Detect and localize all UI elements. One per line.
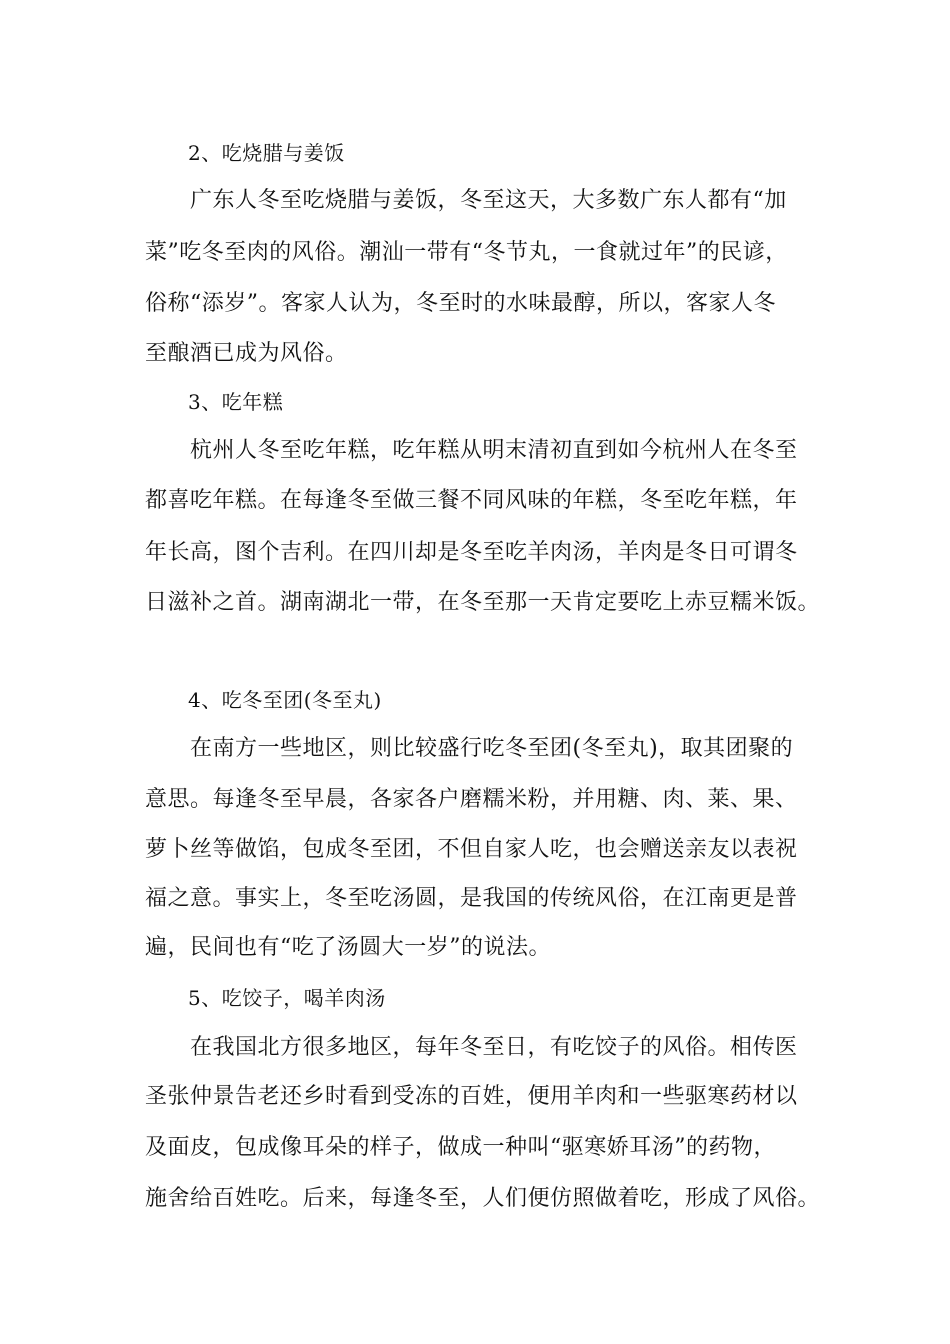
- paragraph-line: 日滋补之首。湖南湖北一带，在冬至那一天肯定要吃上赤豆糯米饭。: [145, 590, 821, 615]
- paragraph-line: 菜”吃冬至肉的风俗。潮汕一带有“冬节丸，一食就过年”的民谚，: [145, 240, 788, 265]
- paragraph-line: 及面皮，包成像耳朵的样子，做成一种叫“驱寒娇耳汤”的药物，: [145, 1135, 776, 1160]
- paragraph-line: 施舍给百姓吃。后来，每逢冬至，人们便仿照做着吃，形成了风俗。: [145, 1186, 821, 1211]
- paragraph-line: 在南方一些地区，则比较盛行吃冬至团(冬至丸)，取其团聚的: [190, 736, 794, 761]
- section-heading: 2、吃烧腊与姜饭: [188, 141, 345, 165]
- paragraph-line: 杭州人冬至吃年糕，吃年糕从明末清初直到如今杭州人在冬至: [190, 438, 798, 463]
- paragraph-line: 广东人冬至吃烧腊与姜饭，冬至这天，大多数广东人都有“加: [190, 188, 787, 213]
- paragraph-line: 都喜吃年糕。在每逢冬至做三餐不同风味的年糕，冬至吃年糕，年: [145, 488, 798, 513]
- section-heading: 5、吃饺子，喝羊肉汤: [188, 986, 386, 1010]
- paragraph-line: 意思。每逢冬至早晨，各家各户磨糯米粉，并用糖、肉、莱、果、: [145, 787, 798, 812]
- section-heading: 3、吃年糕: [188, 390, 284, 414]
- paragraph-line: 至酿酒已成为风俗。: [145, 341, 348, 366]
- paragraph-line: 年长高，图个吉利。在四川却是冬至吃羊肉汤，羊肉是冬日可谓冬: [145, 540, 798, 565]
- paragraph-line: 遍，民间也有“吃了汤圆大一岁”的说法。: [145, 935, 551, 960]
- section-heading: 4、吃冬至团(冬至丸): [188, 688, 382, 712]
- paragraph-line: 在我国北方很多地区，每年冬至日，有吃饺子的风俗。相传医: [190, 1035, 798, 1060]
- paragraph-line: 福之意。事实上，冬至吃汤圆，是我国的传统风俗，在江南更是普: [145, 886, 798, 911]
- paragraph-line: 俗称“添岁”。客家人认为，冬至时的水味最醇，所以，客家人冬: [145, 291, 776, 316]
- paragraph-line: 萝卜丝等做馅，包成冬至团，不但自家人吃，也会赠送亲友以表祝: [145, 837, 798, 862]
- paragraph-line: 圣张仲景告老还乡时看到受冻的百姓，便用羊肉和一些驱寒药材以: [145, 1084, 798, 1109]
